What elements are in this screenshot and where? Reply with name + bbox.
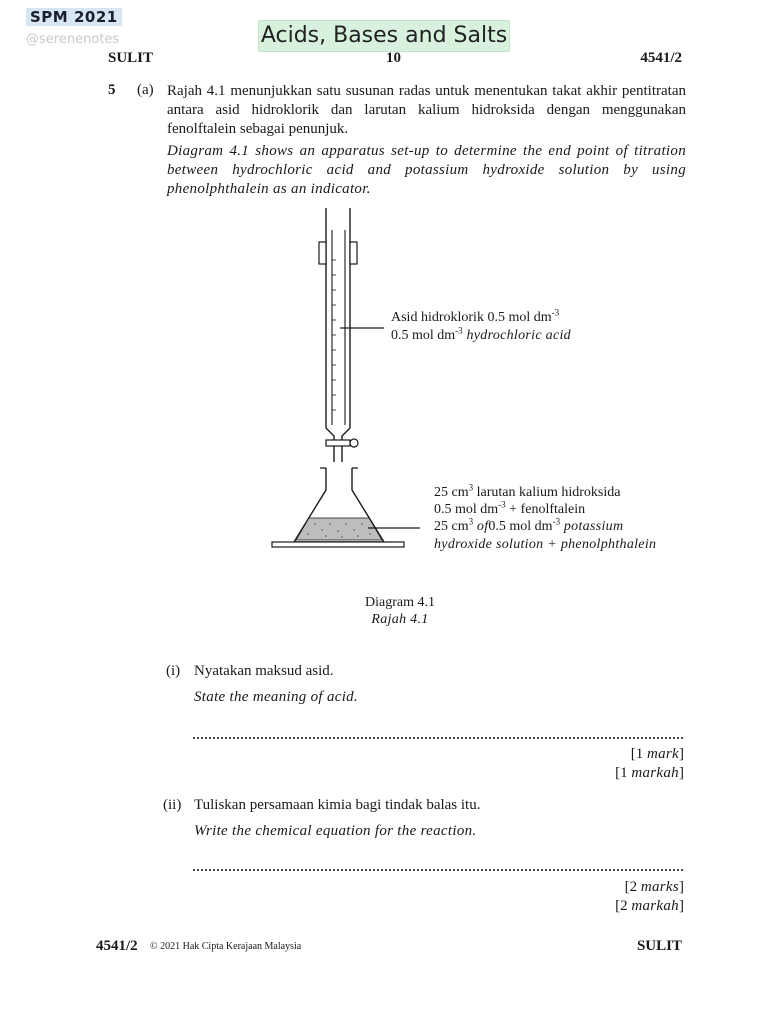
subquestion-english: State the meaning of acid. bbox=[194, 689, 359, 705]
flask-label-line3: 25 $cm^3$ of0.5 mol $dm^{-3}$ potassium bbox=[434, 516, 624, 534]
topic-banner: Acids, Bases and Salts bbox=[258, 20, 510, 52]
intro-english: Diagram 4.1 shows an apparatus set-up to determine the end point of titration between hydrochloric acid and potassium hydroxide solution by using phenolphthalein as an indicator. bbox=[167, 143, 686, 197]
burette-icon bbox=[319, 208, 358, 462]
footer-copyright: © 2021 Hak Cipta Kerajaan Malaysia bbox=[150, 941, 302, 952]
subquestion-malay: Nyatakan maksud asid. bbox=[194, 663, 334, 679]
answer-line[interactable] bbox=[193, 869, 683, 871]
spm-year-tag: SPM 2021 bbox=[26, 8, 122, 26]
subquestion-number: (ii) bbox=[163, 797, 182, 813]
flask-label-line4: hydroxide solution + phenolphthalein bbox=[434, 537, 657, 552]
author-handle: @serenenotes bbox=[26, 32, 120, 47]
marks-english: [2 marks] bbox=[624, 879, 684, 895]
diagram-caption-english: Diagram 4.1 bbox=[365, 595, 435, 610]
question-part: (a) bbox=[137, 82, 154, 98]
subquestion-malay: Tuliskan persamaan kimia bagi tindak balas itu. bbox=[194, 797, 481, 813]
acid-label-malay: Asid hidroklorik 0.5 mol $dm^{-3}$ bbox=[391, 307, 560, 325]
flask-label-line1: 25 $cm^3$ larutan kalium hidroksida bbox=[434, 482, 621, 500]
marks-english: [1 mark] bbox=[630, 746, 684, 762]
subquestion-number: (i) bbox=[166, 663, 181, 679]
flask-label-line2: 0.5 mol $dm^{-3}$ + fenolftalein bbox=[434, 499, 586, 517]
page-number: 10 bbox=[386, 50, 401, 66]
footer-paper-code: 4541/2 bbox=[96, 938, 138, 954]
intro-malay: Rajah 4.1 menunjukkan satu susunan radas untuk menentukan takat akhir pentitratan antara asid hidroklorik dan larutan kalium hidroksida dengan menggunakan fenolftalein sebagai penunjuk. bbox=[167, 83, 686, 137]
marks-malay: [1 markah] bbox=[615, 765, 684, 781]
marks-malay: [2 markah] bbox=[615, 898, 684, 914]
conical-flask-icon bbox=[294, 468, 384, 542]
question-number: 5 bbox=[108, 82, 116, 98]
header-sulit: SULIT bbox=[108, 50, 154, 66]
subquestion-english: Write the chemical equation for the reaction. bbox=[194, 823, 477, 839]
paper-code: 4541/2 bbox=[640, 50, 682, 66]
titration-apparatus-diagram bbox=[260, 200, 420, 560]
diagram-caption-malay: Rajah 4.1 bbox=[371, 612, 429, 627]
footer-sulit: SULIT bbox=[636, 938, 682, 954]
white-tile-base bbox=[272, 542, 404, 547]
answer-line[interactable] bbox=[193, 737, 683, 739]
acid-label-english: 0.5 mol $dm^{-3}$ hydrochloric acid bbox=[391, 325, 571, 343]
